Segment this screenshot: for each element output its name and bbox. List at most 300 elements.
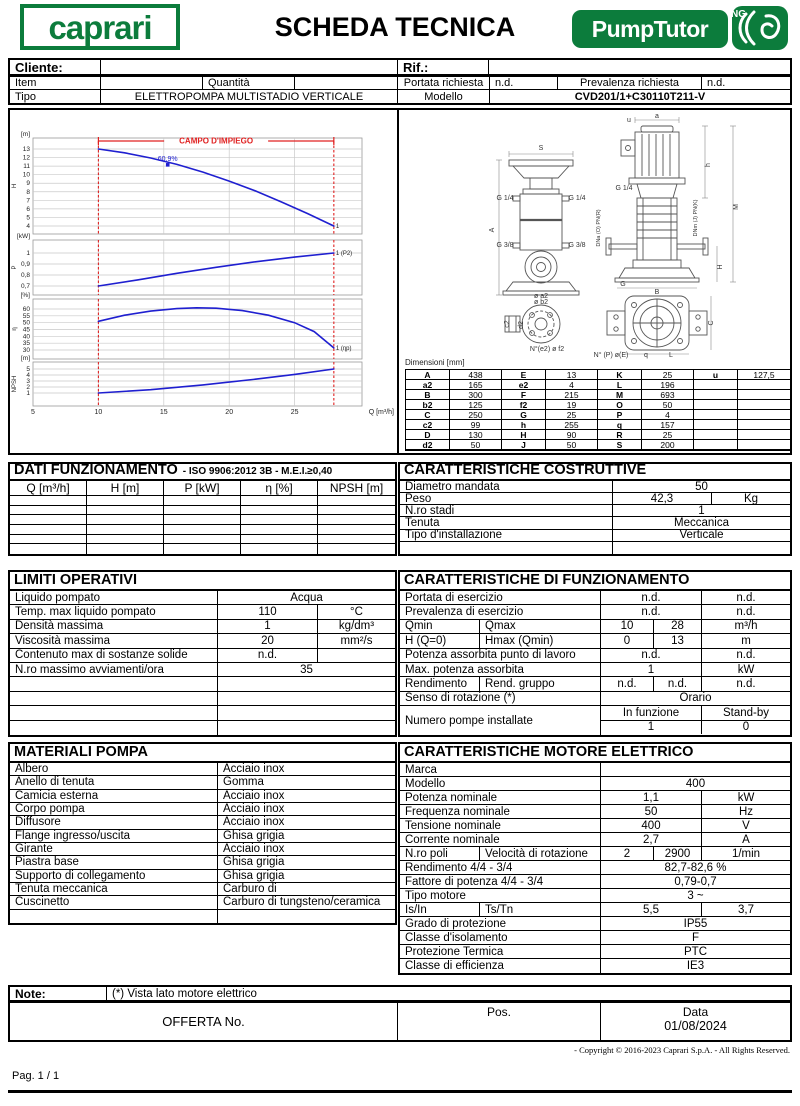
row-label: Qmin	[400, 620, 480, 633]
row-value	[87, 506, 164, 515]
row-value: n.d.	[736, 678, 756, 691]
row-value: n.d.	[601, 605, 702, 618]
prevalenza-label: Prevalenza richiesta	[558, 77, 702, 89]
drawing-dim-label: DNa (O) PN(R)	[596, 209, 602, 247]
table-row	[10, 910, 395, 923]
row-label: Hmax (Qmin)	[480, 634, 601, 647]
row-value	[318, 496, 395, 505]
table-row	[400, 605, 790, 619]
row-value	[10, 525, 87, 534]
row-value	[10, 496, 87, 505]
table-row	[10, 692, 395, 706]
row-value: 1,1	[601, 791, 702, 804]
row-value: 1	[218, 620, 318, 633]
drawing-dim-label: c2	[504, 320, 511, 328]
dim-key: b2	[406, 400, 450, 409]
dim-value: 4	[642, 410, 694, 419]
row-label: Peso	[400, 493, 613, 504]
row-value	[164, 496, 241, 505]
bottom-rule	[8, 1090, 792, 1093]
prevalenza-value: n.d.	[707, 77, 726, 89]
row-label: Max. potenza assorbita	[400, 663, 601, 676]
dim-key: J	[502, 440, 546, 449]
dim-value: 130	[450, 430, 502, 439]
drawing-dim-label: S	[538, 145, 544, 152]
row-value	[241, 496, 318, 505]
svg-text:4: 4	[26, 372, 30, 379]
dim-key: u	[694, 370, 738, 379]
svg-text:13: 13	[22, 146, 30, 153]
row-value	[164, 544, 241, 554]
drawing-dim-label: M	[733, 204, 740, 210]
row-value: PTC	[684, 945, 707, 958]
pos-label: Pos.	[398, 1003, 601, 1040]
data-value: 01/08/2024	[664, 1019, 727, 1033]
table-row	[400, 819, 790, 833]
dimensions-title: Dimensioni [mm]	[405, 358, 465, 367]
info-table	[8, 58, 792, 105]
row-value: 20	[218, 634, 318, 647]
svg-text:1: 1	[26, 250, 30, 257]
row-label: Tenuta	[400, 517, 613, 528]
table-row	[400, 847, 790, 861]
row-label: Rend. gruppo	[480, 677, 601, 690]
row-label: Cuscinetto	[10, 896, 218, 908]
table-row	[10, 649, 395, 663]
data-label: Data	[682, 1005, 709, 1019]
item-value	[101, 77, 203, 89]
table-row	[10, 803, 395, 816]
dim-key: e2	[502, 380, 546, 389]
row-value: 35	[300, 663, 313, 676]
dim-value: 438	[450, 370, 502, 379]
svg-text:0,8: 0,8	[20, 272, 30, 279]
row-label: Densità massima	[10, 620, 218, 633]
row-value: Hz	[738, 805, 754, 818]
dim-value: 250	[450, 410, 502, 419]
table-row	[400, 692, 790, 706]
svg-text:25: 25	[290, 409, 299, 416]
dim-row	[406, 410, 790, 420]
row-label	[10, 706, 218, 719]
motore-elettrico-section	[398, 742, 792, 975]
pompe-col-header: In funzione	[601, 706, 702, 719]
table-row	[400, 706, 790, 735]
row-value: 2900	[654, 847, 702, 860]
row-value	[164, 515, 241, 524]
svg-text:50: 50	[22, 319, 30, 327]
table-row	[400, 493, 790, 505]
svg-text:20: 20	[225, 409, 234, 416]
row-value: A	[742, 833, 750, 846]
dim-key	[694, 440, 738, 449]
drawing-dim-label: G 1/4	[615, 185, 633, 192]
row-label: Temp. max liquido pompato	[10, 605, 218, 618]
row-value	[241, 515, 318, 524]
drawing-dim-label: N° (P) ø(E)	[593, 352, 629, 359]
dim-value: 255	[546, 420, 598, 429]
svg-text:1: 1	[335, 224, 340, 230]
drawing-dim-label: d2	[518, 321, 525, 329]
svg-text:9: 9	[26, 180, 30, 188]
row-value: mm²/s	[340, 634, 373, 647]
row-value	[318, 544, 395, 554]
table-row	[10, 706, 395, 720]
row-label: Acciaio inox	[223, 789, 285, 802]
dim-value	[738, 380, 790, 389]
row-value: kW	[737, 791, 755, 804]
row-label: N.ro massimo avviamenti/ora	[10, 663, 218, 676]
table-row	[400, 505, 790, 517]
row-value: 400	[601, 819, 702, 832]
table-row	[10, 591, 395, 605]
cliente-label: Cliente:	[10, 60, 101, 74]
row-label: Numero pompe installate	[400, 706, 601, 735]
row-value: F	[691, 931, 700, 944]
row-label: Piastra base	[10, 856, 218, 868]
row-label: Acciaio inox	[223, 803, 285, 816]
dim-value: 127,5	[753, 370, 775, 379]
row-value: 28	[654, 620, 702, 633]
quantita-value	[295, 77, 398, 89]
svg-text:[m]: [m]	[20, 131, 30, 138]
dim-key: B	[406, 390, 450, 399]
row-label: Camicia esterna	[10, 790, 218, 802]
dim-key: a2	[406, 380, 450, 389]
table-row	[10, 843, 395, 856]
row-label: Supporto di collegamento	[10, 870, 218, 882]
row-label: Girante	[10, 843, 218, 855]
dim-key: A	[406, 370, 450, 379]
row-value: 1	[698, 505, 705, 517]
dati-col-header: η [%]	[241, 481, 318, 495]
svg-text:P: P	[12, 265, 18, 270]
svg-text:8: 8	[26, 188, 30, 196]
table-row	[10, 776, 395, 789]
row-label: Fattore di potenza 4/4 - 3/4	[400, 875, 601, 888]
row-value	[10, 506, 87, 515]
row-value	[87, 535, 164, 544]
dim-value	[738, 420, 790, 429]
row-label: Tensione nominale	[400, 819, 601, 832]
row-value	[218, 721, 395, 735]
table-row	[400, 945, 790, 959]
row-label: H (Q=0)	[400, 634, 480, 647]
table-row	[400, 634, 790, 648]
dim-value: 300	[450, 390, 502, 399]
dim-key: H	[502, 430, 546, 439]
table-row	[400, 517, 790, 529]
dim-key: R	[598, 430, 642, 439]
table-row	[400, 542, 790, 554]
row-value: 3 ~	[687, 889, 704, 902]
row-label	[400, 542, 613, 554]
row-value: Meccanica	[674, 517, 729, 529]
dati-empty-row	[10, 525, 395, 535]
svg-text:4: 4	[26, 223, 30, 230]
dim-value: 19	[546, 400, 598, 409]
row-value	[318, 515, 395, 524]
table-row	[10, 620, 395, 634]
dim-key: f2	[502, 400, 546, 409]
drawing-dim-label: G 1/4	[568, 195, 586, 202]
table-row	[400, 959, 790, 973]
dati-col-header: P [kW]	[164, 481, 241, 495]
table-row	[10, 883, 395, 896]
row-label: Gomma	[223, 776, 264, 789]
row-label: Frequenza nominale	[400, 805, 601, 818]
table-row	[10, 856, 395, 869]
table-row	[400, 903, 790, 917]
row-label	[10, 677, 218, 690]
dim-value: 50	[546, 440, 598, 449]
dim-key: K	[598, 370, 642, 379]
svg-text:60: 60	[22, 306, 30, 313]
dim-value: 196	[642, 380, 694, 389]
svg-text:40: 40	[22, 333, 30, 341]
row-label: Portata di esercizio	[400, 591, 601, 604]
table-row	[400, 663, 790, 677]
row-label: Diffusore	[10, 816, 218, 828]
row-value: n.d.	[218, 649, 318, 662]
tipo-label: Tipo	[10, 90, 101, 103]
row-value: Verticale	[679, 529, 724, 541]
drawing-dim-label: G 3/8	[496, 242, 514, 249]
row-label: Is/In	[400, 903, 480, 916]
drawing-dim-label: ø b2	[533, 299, 549, 306]
modello-label: Modello	[398, 90, 490, 103]
drawing-dim-label: H	[717, 264, 724, 270]
item-label: Item	[10, 77, 101, 89]
row-label: Ghisa grigia	[223, 856, 285, 869]
table-row	[400, 481, 790, 493]
drawing-dim-label: C	[708, 320, 715, 326]
dim-row	[406, 420, 790, 430]
row-value	[164, 535, 241, 544]
row-label: Acciaio inox	[223, 816, 285, 829]
row-value	[218, 692, 395, 705]
row-value: 400	[685, 777, 706, 790]
row-value	[601, 763, 790, 776]
dim-row	[406, 370, 790, 380]
table-row	[10, 896, 395, 909]
row-value: 110	[218, 605, 318, 618]
dim-value: 99	[450, 420, 502, 429]
row-label: Ghisa grigia	[223, 869, 285, 882]
dim-value: 25	[546, 410, 598, 419]
row-value: 2,7	[601, 833, 702, 846]
row-label: Qmax	[480, 620, 601, 633]
row-value: °C	[350, 606, 363, 619]
row-value	[87, 515, 164, 524]
caratteristiche-costruttive-section	[398, 462, 792, 556]
dim-key: P	[598, 410, 642, 419]
table-row	[10, 634, 395, 648]
row-label: Modello	[400, 777, 601, 790]
row-value: 3,7	[738, 903, 754, 916]
dati-header-row	[10, 481, 395, 496]
dati-funzionamento-section	[8, 462, 397, 556]
motore-title: CARATTERISTICHE MOTORE ELETTRICO	[404, 744, 694, 760]
row-value	[164, 506, 241, 515]
dati-empty-row	[10, 544, 395, 554]
row-value	[218, 677, 395, 690]
dim-key: D	[406, 430, 450, 439]
row-value: 10	[601, 620, 654, 633]
table-row	[400, 677, 790, 691]
drawing-dim-label: L	[669, 352, 673, 359]
row-label: Diametro mandata	[400, 481, 613, 492]
table-row	[400, 805, 790, 819]
svg-text:60,9%: 60,9%	[157, 155, 178, 163]
modello-value: CVD201/1+C30110T211-V	[574, 90, 706, 103]
table-row	[10, 816, 395, 829]
dim-key	[694, 430, 738, 439]
svg-text:1 (ηp): 1 (ηp)	[335, 345, 352, 352]
row-value	[164, 525, 241, 534]
dim-key: E	[502, 370, 546, 379]
row-label: Protezione Termica	[400, 945, 601, 958]
materiali-title: MATERIALI POMPA	[14, 744, 148, 760]
dim-key: G	[502, 410, 546, 419]
costruttive-title: CARATTERISTICHE COSTRUTTIVE	[404, 464, 647, 478]
drawing-dim-label: G 1/4	[496, 195, 514, 202]
svg-text:12: 12	[22, 154, 30, 162]
row-value: 1	[601, 663, 702, 676]
row-label: Liquido pompato	[10, 591, 218, 604]
caprari-logo	[20, 4, 180, 50]
pompe-col-header: Stand-by	[722, 706, 770, 719]
row-value: 82,7-82,6 %	[664, 861, 727, 874]
pump-dimensional-drawing	[399, 110, 790, 360]
table-row	[400, 931, 790, 945]
row-label: Acciaio inox	[223, 843, 285, 856]
svg-text:5: 5	[26, 214, 30, 222]
drawing-dim-label: ø a2	[533, 293, 549, 300]
table-row	[400, 875, 790, 889]
row-value	[318, 525, 395, 534]
row-label	[10, 692, 218, 705]
dim-key: d2	[406, 440, 450, 449]
row-value: n.d.	[601, 677, 654, 690]
caprari-logo-text: caprari	[48, 8, 152, 46]
funzionamento-title: CARATTERISTICHE DI FUNZIONAMENTO	[404, 572, 690, 588]
row-value: 42,3	[613, 493, 712, 504]
drawing-dim-label: B	[654, 289, 660, 296]
dim-row	[406, 400, 790, 410]
dati-empty-row	[10, 506, 395, 516]
svg-text:1 (P2): 1 (P2)	[335, 251, 353, 257]
row-label	[10, 910, 218, 923]
pumptutor-label: PumpTutor	[591, 15, 709, 42]
materiali-pompa-section	[8, 742, 397, 925]
performance-curves-chart	[10, 110, 397, 453]
table-row	[400, 833, 790, 847]
rif-value	[489, 60, 790, 74]
drawing-dim-label: N°(e2) ø f2	[529, 346, 565, 353]
drawing-dim-label: G 3/8	[568, 242, 586, 249]
dim-value: 165	[450, 380, 502, 389]
drawing-dim-label: a	[655, 113, 659, 120]
svg-text:[kW]: [kW]	[17, 233, 30, 240]
svg-text:[m]: [m]	[20, 355, 30, 362]
row-label: Corpo pompa	[10, 803, 218, 815]
svg-text:5: 5	[31, 409, 35, 416]
dim-key: S	[598, 440, 642, 449]
row-label: Viscosità massima	[10, 634, 218, 647]
row-value: 2	[601, 847, 654, 860]
row-label: Acciaio inox	[223, 763, 285, 776]
dim-value: 215	[546, 390, 598, 399]
svg-text:Q [m³/h]: Q [m³/h]	[368, 409, 394, 416]
dim-key	[694, 380, 738, 389]
row-value: n.d.	[736, 591, 756, 604]
svg-text:6: 6	[26, 205, 30, 213]
row-value: IE3	[686, 960, 705, 972]
table-row	[400, 791, 790, 805]
table-row	[10, 790, 395, 803]
row-label: Corrente nominale	[400, 833, 601, 846]
curves-and-drawing-panel	[8, 108, 792, 455]
dim-row	[406, 390, 790, 400]
offerta-label: OFFERTA No.	[10, 1003, 398, 1040]
caratteristiche-funzionamento-section	[398, 570, 792, 737]
pumptutor-logo	[572, 4, 790, 52]
table-row	[10, 605, 395, 619]
limiti-operativi-section	[8, 570, 397, 737]
row-label: Classe di efficienza	[400, 959, 601, 973]
dati-col-header: NPSH [m]	[329, 481, 384, 495]
dim-row	[406, 430, 790, 440]
cliente-value	[101, 60, 398, 74]
table-row	[10, 677, 395, 691]
dim-value: 125	[450, 400, 502, 409]
dati-empty-row	[10, 496, 395, 506]
pompe-value: 0	[742, 721, 750, 734]
dati-col-header: Q [m³/h]	[10, 481, 87, 495]
svg-text:3: 3	[26, 378, 30, 385]
portata-label: Portata richiesta	[398, 77, 490, 89]
table-row	[400, 620, 790, 634]
table-row	[400, 917, 790, 931]
row-value	[318, 535, 395, 544]
dim-value	[738, 390, 790, 399]
pumptutor-ng-label: NG	[731, 9, 746, 20]
portata-value: n.d.	[490, 77, 558, 89]
svg-text:η: η	[12, 327, 18, 331]
row-value: 50	[695, 481, 708, 493]
row-value: m	[741, 634, 751, 647]
dim-key	[694, 420, 738, 429]
drawing-dim-label: G	[620, 281, 626, 288]
svg-text:1: 1	[26, 390, 30, 397]
table-row	[10, 721, 395, 735]
row-label: Potenza assorbita punto di lavoro	[400, 649, 601, 662]
svg-text:H: H	[12, 183, 18, 189]
dim-key: F	[502, 390, 546, 399]
dati-subtitle: - ISO 9906:2012 3B - M.E.I.≥0,40	[182, 466, 333, 477]
dim-value	[738, 430, 790, 439]
row-value: Acqua	[290, 591, 323, 604]
table-row	[10, 663, 395, 677]
page-title: SCHEDA TECNICA	[274, 12, 516, 42]
row-value: kg/dm³	[338, 620, 375, 633]
dim-key	[694, 410, 738, 419]
row-label: Tenuta meccanica	[10, 883, 218, 895]
row-label: Tipo d'installazione	[400, 530, 613, 541]
dim-row	[406, 440, 790, 450]
pumptutor-logo-box	[572, 10, 728, 48]
